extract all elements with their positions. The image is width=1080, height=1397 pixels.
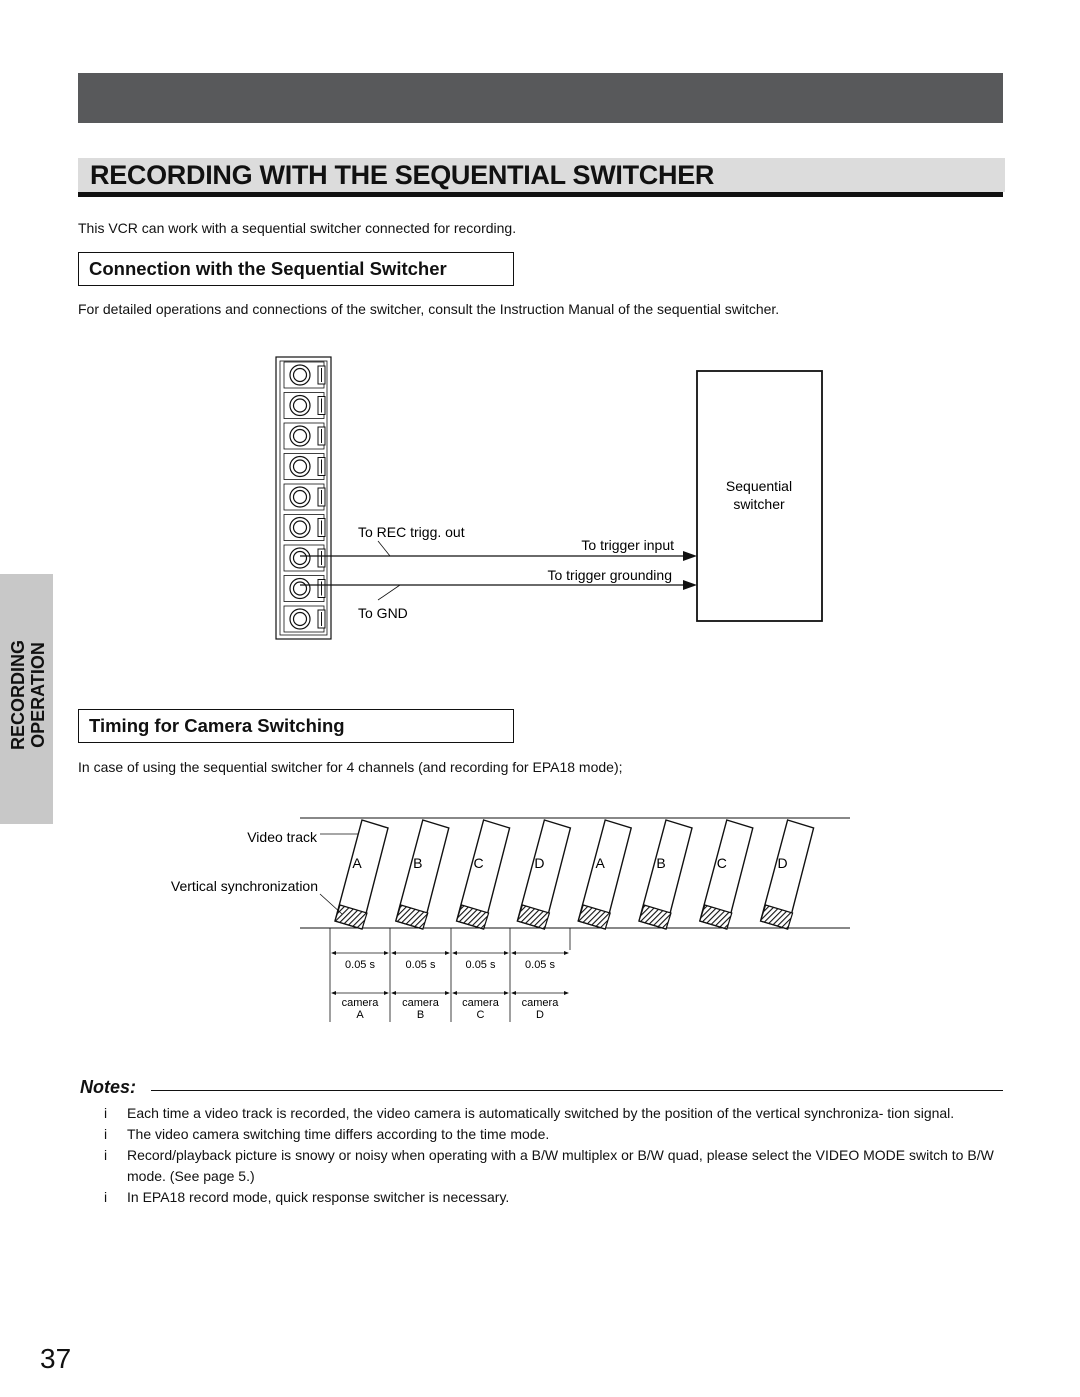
camera-id: B — [416, 1009, 425, 1021]
video-track-stripe — [457, 820, 510, 929]
interval-marker — [452, 951, 509, 971]
video-track-stripe — [335, 820, 388, 929]
timing-text: In case of using the sequential switcher for 4 channels (and recording for EPA18 mode); — [78, 759, 623, 775]
connection-heading: Connection with the Sequential Switcher — [89, 258, 447, 279]
notes-label: Notes: — [80, 1077, 137, 1097]
trigger-input-label: To trigger input — [581, 537, 674, 553]
interval-label: 0.05 s — [465, 959, 496, 971]
notes-list — [104, 1103, 994, 1208]
track-label: B — [413, 855, 423, 871]
camera-label: camera — [521, 997, 559, 1009]
video-track-stripe — [700, 820, 753, 929]
track-label: A — [595, 855, 605, 871]
video-track-label: Video track — [247, 829, 317, 845]
interval-label: 0.05 s — [345, 959, 375, 971]
interval-label: 0.05 s — [405, 959, 436, 971]
connection-text: For detailed operations and connections of the switcher, consult the Instruction Manual of the sequential switcher. — [78, 301, 780, 317]
vsync-label: Vertical synchronization — [170, 878, 318, 894]
intro-text: This VCR can work with a sequential switcher connected for recording. — [78, 220, 517, 236]
camera-label: camera — [462, 997, 499, 1009]
page-number: 37 — [40, 1343, 72, 1374]
video-track-stripe — [761, 820, 814, 929]
interval-marker — [331, 951, 389, 971]
camera-period — [452, 991, 509, 1021]
camera-id: C — [476, 1009, 485, 1021]
interval-marker — [391, 951, 450, 971]
track-label: B — [656, 855, 666, 871]
notes-divider — [151, 1090, 1003, 1091]
video-track-stripe — [396, 820, 449, 929]
camera-period — [391, 991, 450, 1021]
camera-period — [331, 991, 389, 1021]
note-item: i Each time a video track is recorded, the video camera is automatically switched by the position of the vertical synchroniza- tion signal. — [104, 1103, 994, 1124]
video-track-stripe — [639, 820, 692, 929]
camera-label: camera — [341, 997, 379, 1009]
side-tab-label: RECORDING OPERATION — [8, 640, 48, 751]
interval-label: 0.05 s — [525, 959, 555, 971]
timing-heading: Timing for Camera Switching — [89, 715, 345, 736]
trigger-grounding-label: To trigger grounding — [547, 567, 672, 583]
track-label: C — [716, 855, 727, 871]
note-item: i The video camera switching time differs according to the time mode. — [104, 1124, 994, 1145]
interval-marker — [511, 951, 569, 971]
camera-id: A — [356, 1009, 364, 1021]
video-track-stripe — [578, 820, 631, 929]
rec-trigger-label: To REC trigg. out — [358, 524, 465, 540]
gnd-label: To GND — [358, 605, 408, 621]
track-label: A — [352, 855, 362, 871]
switcher-label-2: switcher — [733, 496, 785, 512]
camera-period — [511, 991, 569, 1021]
note-item: i Record/playback picture is snowy or noisy when operating with a B/W multiplex or B/W quad, please select the VIDEO MODE switch to B/W mode. (See page 5.) — [104, 1145, 994, 1187]
video-track-stripe — [517, 820, 570, 929]
page-title: RECORDING WITH THE SEQUENTIAL SWITCHER — [90, 160, 715, 190]
switcher-label-1: Sequential — [725, 478, 793, 494]
track-label: D — [534, 855, 545, 871]
note-item: i In EPA18 record mode, quick response switcher is necessary. — [104, 1187, 994, 1208]
camera-label: camera — [402, 997, 439, 1009]
camera-id: D — [536, 1009, 544, 1021]
track-label: D — [777, 855, 788, 871]
track-label: C — [473, 855, 484, 871]
